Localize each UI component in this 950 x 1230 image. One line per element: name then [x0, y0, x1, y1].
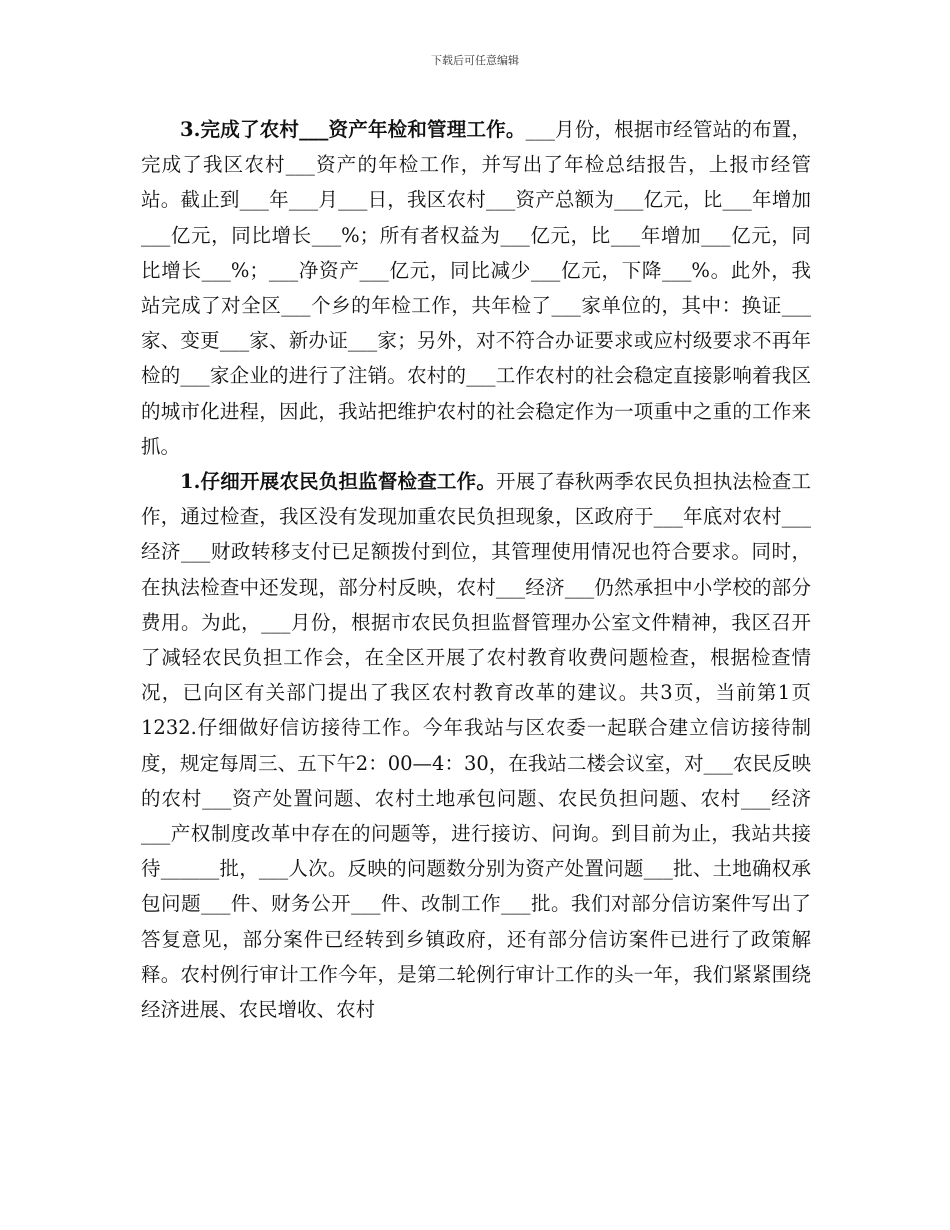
section-heading: 1.仔细开展农民负担监督检查工作。	[180, 470, 497, 494]
paragraph-text: 开展了春秋两季农民负担执法检查工作，通过检查，我区没有发现加重农民负担现象，区政府于___年底对农村___经济___财政转移支付已足额拨付到位，其管理使用情况也符合要求。同时，在执法检查中还发现，部分村反映，农村___经济___仍然承担中小学校的部分费用。为此，___月份，根据市农民负担监督管理办公室文件精神，我区召开了减轻农民负担工作会，在全区开展了农村教育收费问题检查，根据检查情况，已向区有关部门提出了我区农村教育改革的建议。共3页，当前第1页1232.仔细做好信访接待工作。今年我站与区农委一起联合建立信访接待制度，规定每周三、五下午2：00—4：30，在我站二楼会议室，对___农民反映的农村___资产处置问题、农村土地承包问题、农民负担问题、农村___经济___产权制度改革中存在的问题等，进行接访、问询。到目前为止，我站共接待______批，___人次。反映的问题数分别为资产处置问题___批、土地确权承包问题___件、财务公开___件、改制工作___批。我们对部分信访案件写出了答复意见，部分案件已经转到乡镇政府，还有部分信访案件已进行了政策解释。农村例行审计工作今年，是第二轮例行审计工作的头一年，我们紧紧围绕经济进展、农民增收、农村	[141, 470, 811, 1022]
section-heading: 3.完成了农村___资产年检和管理工作。	[180, 118, 526, 141]
paragraph-farmer-burden	[141, 464, 811, 1027]
document-body	[141, 112, 811, 1027]
page-header: 下载后可任意编辑	[431, 54, 519, 67]
paragraph-text: ___月份，根据市经管站的布置，完成了我区农村___资产的年检工作，并写出了年检总结报告，上报市经管站。截止到___年___月___日，我区农村___资产总额为___亿元，比___年增加___亿元，同比增长___%；所有者权益为___亿元，比___年增加___亿元，同比增长___%；___净资产___亿元，同比减少___亿元，下降___%。此外，我站完成了对全区___个乡的年检工作，共年检了___家单位的，其中：换证___家、变更___家、新办证___家；另外，对不符合办证要求或应村级要求不再年检的___家企业的进行了注销。农村的___工作农村的社会稳定直接影响着我区的城市化进程，因此，我站把维护农村的社会稳定作为一项重中之重的工作来抓。	[141, 118, 811, 458]
paragraph-asset-inspection	[141, 112, 811, 464]
